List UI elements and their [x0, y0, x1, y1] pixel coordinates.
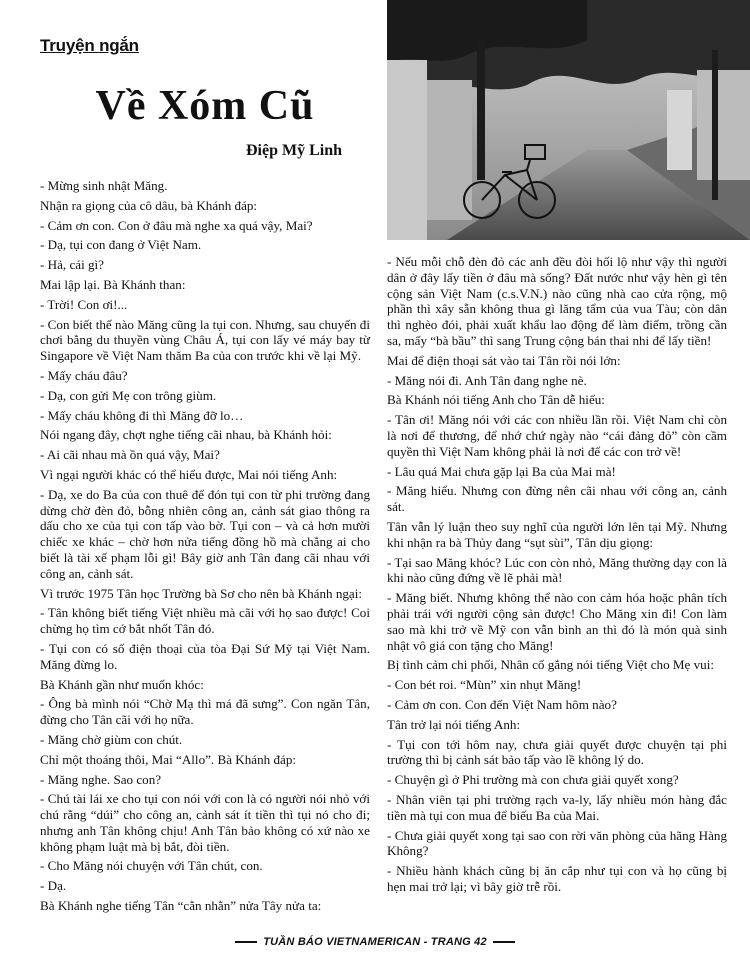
- paragraph: Tân vẫn lý luận theo suy nghĩ của người lớn lên tại Mỹ. Nhưng khi nhận ra bà Thủy đang “sụt sùi”, Tân dịu giọng:: [387, 518, 727, 550]
- paragraph: - Trời! Con ơi!...: [40, 296, 128, 312]
- section-label: Truyện ngắn: [40, 36, 139, 55]
- paragraph: - Tân ơi! Măng nói với các con nhiều lần rồi. Việt Nam chỉ còn là nơi để thương, để nhớ chứ ngày nào “cái đảng đỏ” còn cầm quyền thì Việt Nam không phải là nơi để các con trở về!: [387, 412, 727, 459]
- paragraph: Nói ngang đây, chợt nghe tiếng cãi nhau, bà Khánh hỏi:: [40, 427, 332, 443]
- paragraph: - Nhân viên tại phi trường rạch va-ly, lấy nhiều món hàng đắc tiền mà tụi con mua để biếu Ba của Mai.: [387, 791, 727, 823]
- paragraph: - Lâu quá Mai chưa gặp lại Ba của Mai mà!: [387, 463, 616, 479]
- paragraph: - Tại sao Măng khóc? Lúc con còn nhỏ, Măng thường dạy con là khi nào cũng đứng về lẽ phải mà!: [387, 554, 727, 586]
- paragraph: - Ai cãi nhau mà ồn quá vậy, Mai?: [40, 447, 220, 463]
- paragraph: - Hả, cái gì?: [40, 257, 104, 273]
- paragraph: - Măng chờ giùm con chút.: [40, 731, 183, 747]
- paragraph: - Mấy cháu không đi thì Măng đỡ lo…: [40, 407, 244, 423]
- street-bicycle-photo: [387, 0, 750, 240]
- paragraph: - Tụi con tới hôm nay, chưa giải quyết được chuyện tại phi trường thì bị cảnh sát bảo tấp vào lề không lý do.: [387, 736, 727, 768]
- paragraph: - Con biết thế nào Măng cũng la tụi con. Nhưng, sau chuyến đi chơi bằng du thuyền vùng Châu Á, tụi con lấy vé máy bay từ Singapore về Việt Nam thăm Ba của con trước khi về lại Mỹ.: [40, 316, 370, 364]
- paragraph: - Chuyện gì ở Phi trường mà con chưa giải quyết xong?: [387, 772, 679, 788]
- paragraph: - Dạ.: [40, 878, 67, 894]
- footer-rule-right: [493, 941, 515, 943]
- paragraph: Mai lập lại. Bà Khánh than:: [40, 276, 186, 292]
- footer-text: TUẦN BÁO VIETNAMERICAN - TRANG 42: [263, 936, 487, 948]
- paragraph: - Cho Măng nói chuyện với Tân chút, con.: [40, 858, 263, 874]
- paragraph: - Cảm ơn con. Con đến Việt Nam hôm nào?: [387, 696, 617, 712]
- paragraph: - Mừng sinh nhật Măng.: [40, 178, 168, 193]
- paragraph: - Cảm ơn con. Con ở đâu mà nghe xa quá vậy, Mai?: [40, 217, 313, 233]
- paragraph: - Dạ, con gửi Mẹ con trông giùm.: [40, 387, 217, 403]
- paragraph: - Măng hiểu. Nhưng con đừng nên cãi nhau với công an, cảnh sát.: [387, 483, 727, 515]
- paragraph: - Măng nghe. Sao con?: [40, 771, 162, 787]
- paragraph: - Chưa giải quyết xong tại sao con rời văn phòng của hãng Hàng Không?: [387, 827, 727, 859]
- story-title: Về Xóm Cũ: [95, 83, 315, 129]
- paragraph: Bị tình cảm chi phối, Nhân cố gắng nói tiếng Việt cho Mẹ vui:: [387, 657, 714, 673]
- footer-rule-left: [235, 941, 257, 943]
- paragraph: Vì ngại người khác có thể hiểu được, Mai nói tiếng Anh:: [40, 466, 338, 482]
- left-text-column: [40, 178, 370, 918]
- paragraph: - Ông bà mình nói “Chờ Mạ thì má đã sưng”. Con ngăn Tân, đừng cho Tân cãi với họ nữa.: [40, 696, 370, 728]
- paragraph: - Mấy cháu đâu?: [40, 367, 128, 383]
- paragraph: Bà Khánh gần như muốn khóc:: [40, 676, 204, 692]
- paragraph: Bà Khánh nói tiếng Anh cho Tân dễ hiểu:: [387, 392, 605, 408]
- author-byline: Điệp Mỹ Linh: [245, 142, 342, 159]
- paragraph: - Tụi con có số điện thoại của tòa Đại Sứ Mỹ tại Việt Nam. Măng đừng lo.: [40, 640, 370, 672]
- paragraph: - Nếu mỗi chỗ đèn đỏ các anh đều đòi hối lộ như vậy thì người dân ở đây lấy tiền ở đâu mà sống? Đất nước như vậy hèn gì tên cộng sản Việt Nam (c.s.V.N.) nào cũng nhà cao cửa rộng, mộ phần thì xây sẵn không thua gì lăng tẩm của vua Tàu; còn dân thì nghèo đói, phải xuất khẩu lao động để làm điếm, trồng cần sa, mấy “bà bầu” thì sang Trung cộng bán thai nhi để lấy tiền!: [387, 254, 727, 348]
- paragraph: - Nhiều hành khách cũng bị ăn cắp như tụi con và họ cũng bị hẹn mai trở lại; vì bây giờ trễ rồi.: [387, 863, 727, 894]
- paragraph: - Con bét roi. “Mùn” xin nhụt Măng!: [387, 677, 582, 693]
- paragraph: Vì trước 1975 Tân học Trường bà Sơ cho nên bà Khánh ngại:: [40, 585, 363, 601]
- right-text-column: [387, 254, 727, 899]
- paragraph: Chỉ một thoáng thôi, Mai “Allo”. Bà Khánh đáp:: [40, 751, 297, 767]
- page-footer: [0, 936, 750, 948]
- paragraph: - Chú tài lái xe cho tụi con nói với con là có người nói nhỏ với chú rằng “dúi” cho công an, cảnh sát ít tiền thì tụi nó cho đi; nhưng anh Tân không chịu! Anh Tân bảo không có xứ nào xe không phạm luật mà bị bắt, đòi tiền.: [40, 791, 370, 854]
- paragraph: Bà Khánh nghe tiếng Tân “cằn nhằn” nửa Tây nửa ta:: [40, 898, 322, 914]
- paragraph: Mai để điện thoại sát vào tai Tân rồi nói lớn:: [387, 352, 621, 368]
- paragraph: Nhận ra giọng của cô dâu, bà Khánh đáp:: [40, 197, 258, 213]
- paragraph: - Dạ, xe do Ba của con thuê để đón tụi con từ phi trường đang dừng chờ đèn đỏ, bỗng nhiên công an, cảnh sát giao thông ra dấu cho xe của tụi con tấp vào bờ. Tụi con – và cả hơn mười chiếc xe khác – chờ hơn nửa tiếng đồng hồ mà chẳng ai cho biết là tài xế phạm lỗi gì! Bây giờ anh Tân đang cãi nhau với công an, cảnh sát.: [40, 486, 370, 581]
- paragraph: Tân trở lại nói tiếng Anh:: [387, 716, 521, 732]
- paragraph: - Tân không biết tiếng Việt nhiều mà cãi với họ sao được! Coi chừng họ tìm cớ bắt nhốt Tân đó.: [40, 605, 370, 637]
- paragraph: - Măng nói đi. Anh Tân đang nghe nè.: [387, 372, 587, 388]
- paragraph: - Dạ, tụi con đang ở Việt Nam.: [40, 237, 202, 253]
- paragraph: - Măng biết. Nhưng không thể nào con cảm hóa hoặc phân tích phải trái với người cộng sản được! Cho Măng xin đi! Con làm sao mà khi trở về Mỹ con vẫn bình an thì đó là món quà sinh nhật vô giá con tặng cho Măng!: [387, 590, 727, 653]
